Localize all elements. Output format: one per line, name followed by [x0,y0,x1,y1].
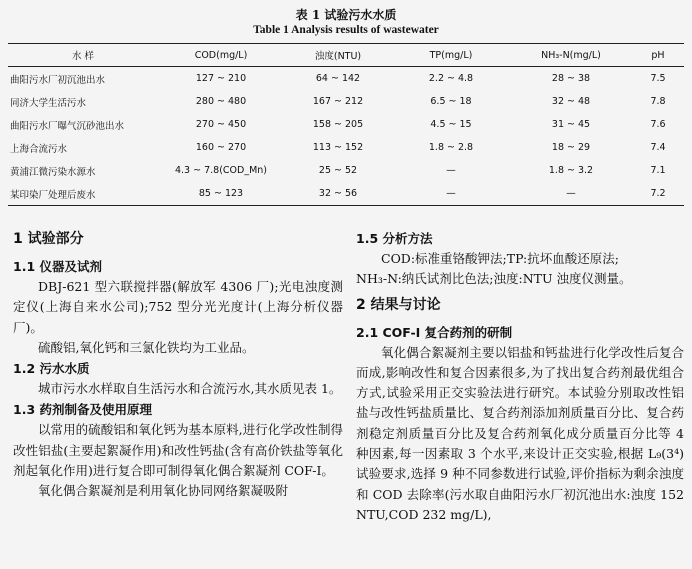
cell: 曲阳污水厂初沉池出水 [10,74,106,86]
cell: 6.5 ~ 18 [430,96,472,107]
paragraph: 氧化偶合絮凝剂主要以铝盐和钙盐进行化学改性后复合而成,影响改性和复合因素很多,为了找出复合药剂最优组合方式,试验采用正交实验法进行研究。本试验分别取改性铝盐与改性钙盐质量比、复合药剂添加剂质量百分比、复合药剂稳定剂质量百分比及复合药剂氧化成分质量百分比等 4 种因素,每一因素取 3 个水平,来设计正交实验,根据 L₉(3⁴)试验要求,选择 9 种不同参数进行试验,评价指标为剩余浊度和 COD 去除率(污水取自曲阳污水厂初沉池出水:浊度 152 NTU,COD 232 mg/L), [356,344,684,522]
paragraph: 城市污水水样取自生活污水和合流污水,其水质见表 1。 [38,381,342,397]
table-row [8,182,684,206]
cell: 某印染厂处理后废水 [8,182,158,206]
cell: 18 ~ 29 [551,142,591,153]
header-nh3n: NH₃-N(mg/L) [510,44,632,67]
cell: 64 ~ 142 [315,73,361,84]
cell: 7.2 [632,182,684,206]
header-tp: TP(mg/L) [392,44,510,67]
cell: 7.6 [650,119,666,130]
table-row [8,136,684,159]
table-row [8,67,684,91]
table-row [8,90,684,113]
section-1-5-title: 1.5 分析方法 [356,231,433,246]
header-sample: 水 样 [8,44,158,67]
wastewater-table [8,43,684,206]
cell: 280 ~ 480 [195,96,247,107]
cell: 32 ~ 48 [551,96,591,107]
section-2-1-title: 2.1 COF-I 复合药剂的研制 [356,324,513,340]
cell: — [446,165,456,176]
header-ph: pH [632,44,684,67]
cell: 113 ~ 152 [312,142,364,153]
section-1-3-title: 1.3 药剂制备及使用原理 [13,402,152,418]
cell: 167 ~ 212 [312,96,364,107]
cell: 同济大学生活污水 [10,97,87,109]
cell: 7.1 [650,165,666,176]
table-caption-en: Table 1 Analysis results of wastewater [253,24,439,36]
cell: 32 ~ 56 [284,182,392,206]
cell: 7.8 [650,96,666,107]
left-column [13,228,343,502]
section-2-title: 2 结果与讨论 [356,296,441,313]
right-column [356,228,684,525]
paragraph: DBJ-621 型六联搅拌器(解放军 4306 厂);光电浊度测定仪(上海自来水公司);752 型分光光度计(上海分析仪器厂)。 [13,279,343,335]
paragraph: 氧化偶合絮凝剂是利用氧化协同网络絮凝吸附 [38,483,289,499]
paragraph: NH₃-N:纳氏试剂比色法;浊度:NTU 浊度仪测量。 [356,271,632,287]
cell: 7.5 [650,73,666,84]
paragraph: 硫酸铝,氧化钙和三氯化铁均为工业品。 [38,339,255,355]
section-1-1-title: 1.1 仪器及试剂 [13,259,102,274]
header-turbidity: 浊度(NTU) [284,44,392,67]
cell: 270 ~ 450 [195,119,247,130]
cell: 31 ~ 45 [551,119,591,130]
cell: 黄浦江微污染水源水 [10,166,96,178]
cell: 85 ~ 123 [158,182,284,206]
table-caption-cn: 表 1 试验污水水质 [295,8,397,22]
section-1-2-title: 1.2 污水水质 [13,361,90,377]
header-cod: COD(mg/L) [158,44,284,67]
cell: 4.5 ~ 15 [430,119,472,130]
cell: 7.4 [650,142,666,153]
cell: 上海合流污水 [10,143,68,155]
cell: 127 ~ 210 [195,73,247,84]
cell: 28 ~ 38 [551,73,591,84]
cell: 4.3 ~ 7.8(COD_Mn) [174,165,268,176]
cell: 158 ~ 205 [312,119,364,130]
cell: 2.2 ~ 4.8 [428,73,474,84]
paragraph: 以常用的硫酸铝和氧化钙为基本原料,进行化学改性制得改性铝盐(主要起絮凝作用)和改性钙盐(含有高价铁盐等氧化剂起氧化作用)进行复合即可制得氧化偶合絮凝剂 COF-I。 [13,422,343,479]
cell: 160 ~ 270 [195,142,247,153]
table-row [8,159,684,182]
cell: — [510,182,632,206]
cell: 1.8 ~ 2.8 [428,142,474,153]
cell: 1.8 ~ 3.2 [548,165,594,176]
cell: — [392,182,510,206]
table-header-row [8,44,684,67]
table-row [8,113,684,136]
cell: 曲阳污水厂曝气沉砂池出水 [10,120,125,132]
paragraph: COD:标准重铬酸钾法;TP:抗坏血酸还原法; [381,251,619,266]
section-1-title: 1 试验部分 [13,231,84,247]
cell: 25 ~ 52 [318,165,358,176]
